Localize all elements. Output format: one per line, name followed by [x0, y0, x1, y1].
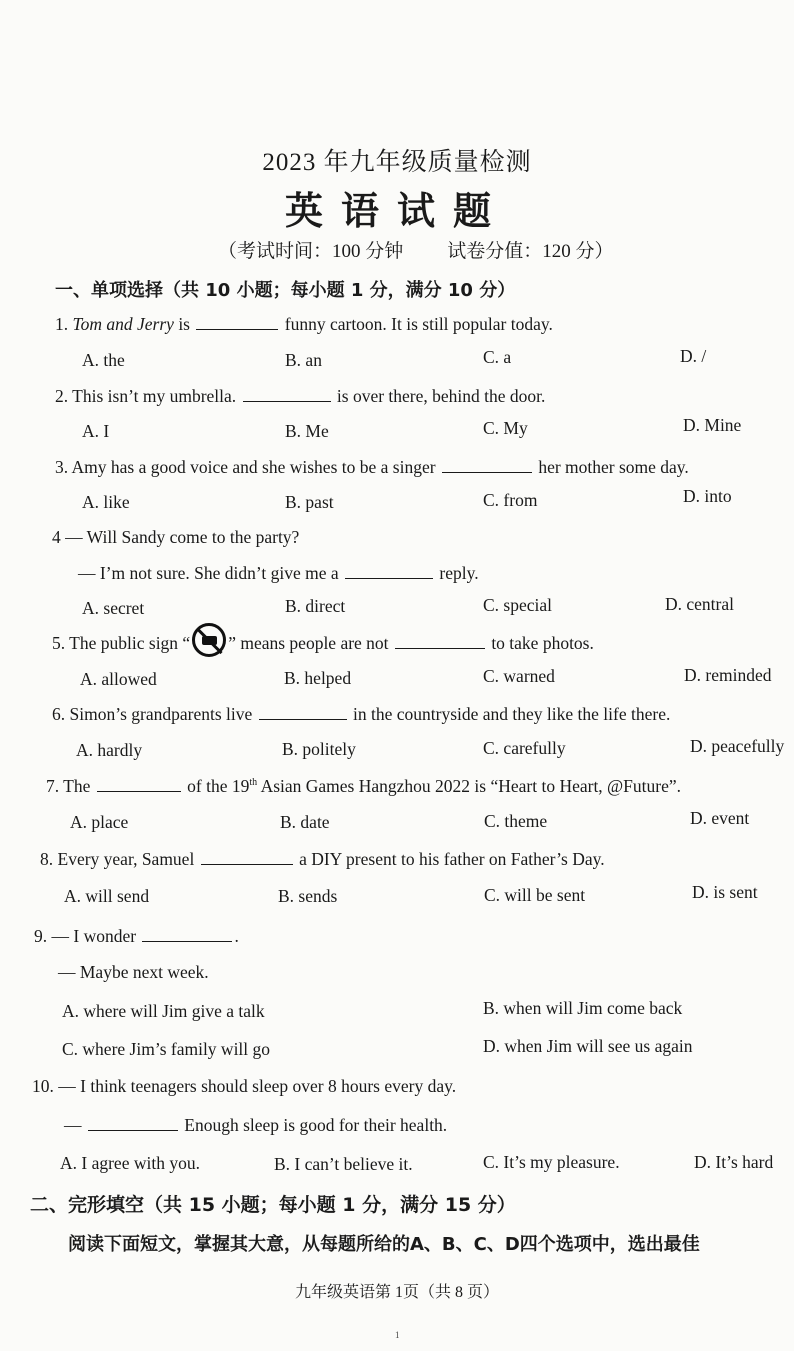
no-camera-icon [192, 623, 226, 657]
question-4-reply: — I’m not sure. She didn’t give me a reply. [78, 563, 479, 583]
question-1: 1. Tom and Jerry is funny cartoon. It is still popular today. [55, 314, 553, 334]
question-5: 5. The public sign “ ” means people are not to take photos. [52, 632, 594, 657]
q7-option-c: C. theme [484, 811, 548, 831]
q5-option-b: B. helped [284, 668, 352, 688]
q6-option-d: D. peacefully [690, 736, 785, 756]
q1-option-a: A. the [82, 350, 125, 370]
q9-option-a: A. where will Jim give a talk [62, 1001, 265, 1021]
exam-info [218, 236, 614, 263]
q5-option-d: D. reminded [684, 665, 772, 685]
q3-option-d: D. into [683, 486, 732, 506]
answer-blank [201, 848, 293, 865]
q2-option-c: C. My [483, 418, 528, 438]
q5-option-c: C. warned [483, 666, 555, 686]
q2-option-a: A. I [82, 421, 110, 441]
q4-option-a: A. secret [82, 598, 145, 618]
answer-blank [97, 775, 181, 792]
q8-option-b: B. sends [278, 886, 338, 906]
question-2: 2. This isn’t my umbrella. is over there, behind the door. [55, 386, 546, 406]
question-9: 9. — I wonder . [34, 926, 239, 946]
page-footer: 九年级英语第 1页（共 8 页） [294, 1284, 499, 1301]
section1-heading: 一、单项选择（共 10 小题；每小题 1 分，满分 10 分） [55, 280, 516, 301]
q3-option-b: B. past [285, 492, 334, 512]
q2-option-b: B. Me [285, 421, 329, 441]
question-7: 7. The of the 19th Asian Games Hangzhou 2022 is “Heart to Heart, @Future”. [46, 776, 682, 796]
q4-option-d: D. central [665, 594, 734, 614]
q10-option-b: B. I can’t believe it. [274, 1154, 413, 1174]
exam-title: 2023 年九年级质量检测 [262, 149, 532, 176]
question-3: 3. Amy has a good voice and she wishes to be a singer her mother some day. [55, 457, 689, 477]
question-10: 10. — I think teenagers should sleep over 8 hours every day. [32, 1076, 457, 1096]
q9-option-d: D. when Jim will see us again [483, 1036, 693, 1056]
q10-option-c: C. It’s my pleasure. [483, 1152, 620, 1172]
q1-option-c: C. a [483, 347, 512, 367]
answer-blank [442, 456, 532, 473]
exam-score: 试卷分值：120 分） [447, 241, 614, 262]
q9-option-c: C. where Jim’s family will go [62, 1039, 271, 1059]
q7-option-a: A. place [70, 812, 129, 832]
q6-option-a: A. hardly [76, 740, 143, 760]
q7-option-d: D. event [690, 808, 750, 828]
subject-title: 英语试题 [284, 191, 509, 233]
answer-blank [243, 385, 331, 402]
answer-blank [142, 925, 232, 942]
q10-option-a: A. I agree with you. [60, 1153, 200, 1173]
q8-option-c: C. will be sent [484, 885, 586, 905]
q8-option-a: A. will send [64, 886, 150, 906]
q4-option-c: C. special [483, 595, 553, 615]
answer-blank [88, 1114, 178, 1131]
q1-option-b: B. an [285, 350, 322, 370]
question-8: 8. Every year, Samuel a DIY present to his father on Father’s Day. [40, 849, 605, 869]
q2-option-d: D. Mine [683, 415, 742, 435]
section2-instruction: 阅读下面短文，掌握其大意，从每题所给的A、B、C、D四个选项中，选出最佳 [68, 1234, 700, 1255]
question-4: 4 — Will Sandy come to the party? [52, 527, 300, 547]
q9-option-b: B. when will Jim come back [483, 998, 683, 1018]
q8-option-d: D. is sent [692, 882, 758, 902]
q3-option-c: C. from [483, 490, 538, 510]
q1-option-d: D. / [680, 346, 707, 366]
exam-time: （考试时间：100 分钟 [218, 241, 404, 262]
q6-option-c: C. carefully [483, 738, 566, 758]
q4-option-b: B. direct [285, 596, 346, 616]
q6-option-b: B. politely [282, 739, 356, 759]
q7-option-b: B. date [280, 812, 330, 832]
q5-option-a: A. allowed [80, 669, 157, 689]
answer-blank [196, 313, 278, 330]
question-6: 6. Simon’s grandparents live in the countryside and they like the life there. [52, 704, 671, 724]
question-10-reply: — Enough sleep is good for their health. [64, 1115, 448, 1135]
page-number: 1 [395, 1330, 400, 1340]
q3-option-a: A. like [82, 492, 130, 512]
q10-option-d: D. It’s hard [694, 1152, 774, 1172]
answer-blank [259, 703, 347, 720]
answer-blank [395, 632, 485, 649]
section2-heading: 二、完形填空（共 15 小题；每小题 1 分，满分 15 分） [30, 1194, 516, 1216]
answer-blank [345, 562, 433, 579]
question-9-reply: — Maybe next week. [58, 962, 209, 982]
